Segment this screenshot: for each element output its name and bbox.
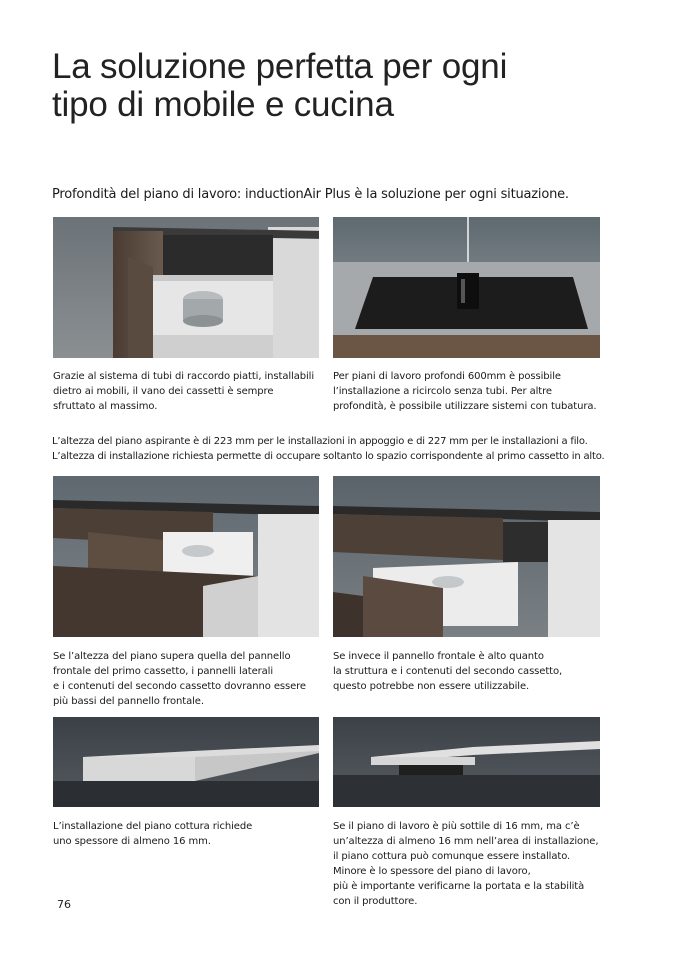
page-number: 76 bbox=[57, 898, 71, 911]
caption-recirculation: Per piani di lavoro profondi 600mm è possibile l’installazione a ricircolo senza tubi. Per altre profondità, è possibile utilizzare sistemi con tubatura. bbox=[333, 371, 597, 412]
page-title bbox=[52, 48, 652, 124]
caption-thin-worktop: Se il piano di lavoro è più sottile di 16 mm, ma c’è un’altezza di almeno 16 mm nell’area di installazione, il piano cottura può comunque essere installato. Minore è lo spessore del piano di lavoro, più è importante verificarne la portata e la stabilità con il produttore. bbox=[333, 821, 599, 907]
height-note: L’altezza del piano aspirante è di 223 mm per le installazioni in appoggio e di 227 mm per le installazioni a filo. L’altezza di installazione richiesta permette di occupare soltanto lo spazio corrispondente al primo cassetto in alto. bbox=[52, 436, 605, 462]
caption-min-thickness: L’installazione del piano cottura richiede uno spessore di almeno 16 mm. bbox=[53, 821, 253, 847]
photo-drawer-lower-sides bbox=[53, 476, 319, 637]
subtitle: Profondità del piano di lavoro: inductionAir Plus è la soluzione per ogni situazione. bbox=[52, 187, 569, 202]
caption-lower-sides: Se l’altezza del piano supera quella del pannello frontale del primo cassetto, i pannelli laterali e i contenuti del secondo cassetto dovranno essere più bassi del pannello frontale. bbox=[53, 651, 306, 707]
caption-unusable-drawer: Se invece il pannello frontale è alto quanto la struttura e i contenuti del secondo cassetto, questo potrebbe non essere utilizzabile. bbox=[333, 651, 563, 692]
photo-drawer-full-height bbox=[333, 476, 600, 637]
title-line-2: tipo di mobile e cucina bbox=[52, 85, 394, 124]
photo-worktop-thin bbox=[333, 717, 600, 807]
photo-worktop-thick bbox=[53, 717, 319, 807]
photo-cooktop-top-view bbox=[333, 217, 600, 358]
caption-flat-duct: Grazie al sistema di tubi di raccordo piatti, installabili dietro ai mobili, il vano dei cassetti è sempre sfruttato al massimo. bbox=[53, 371, 315, 412]
title-line-1: La soluzione perfetta per ogni bbox=[52, 47, 508, 86]
photo-drawer-with-duct bbox=[53, 217, 319, 358]
